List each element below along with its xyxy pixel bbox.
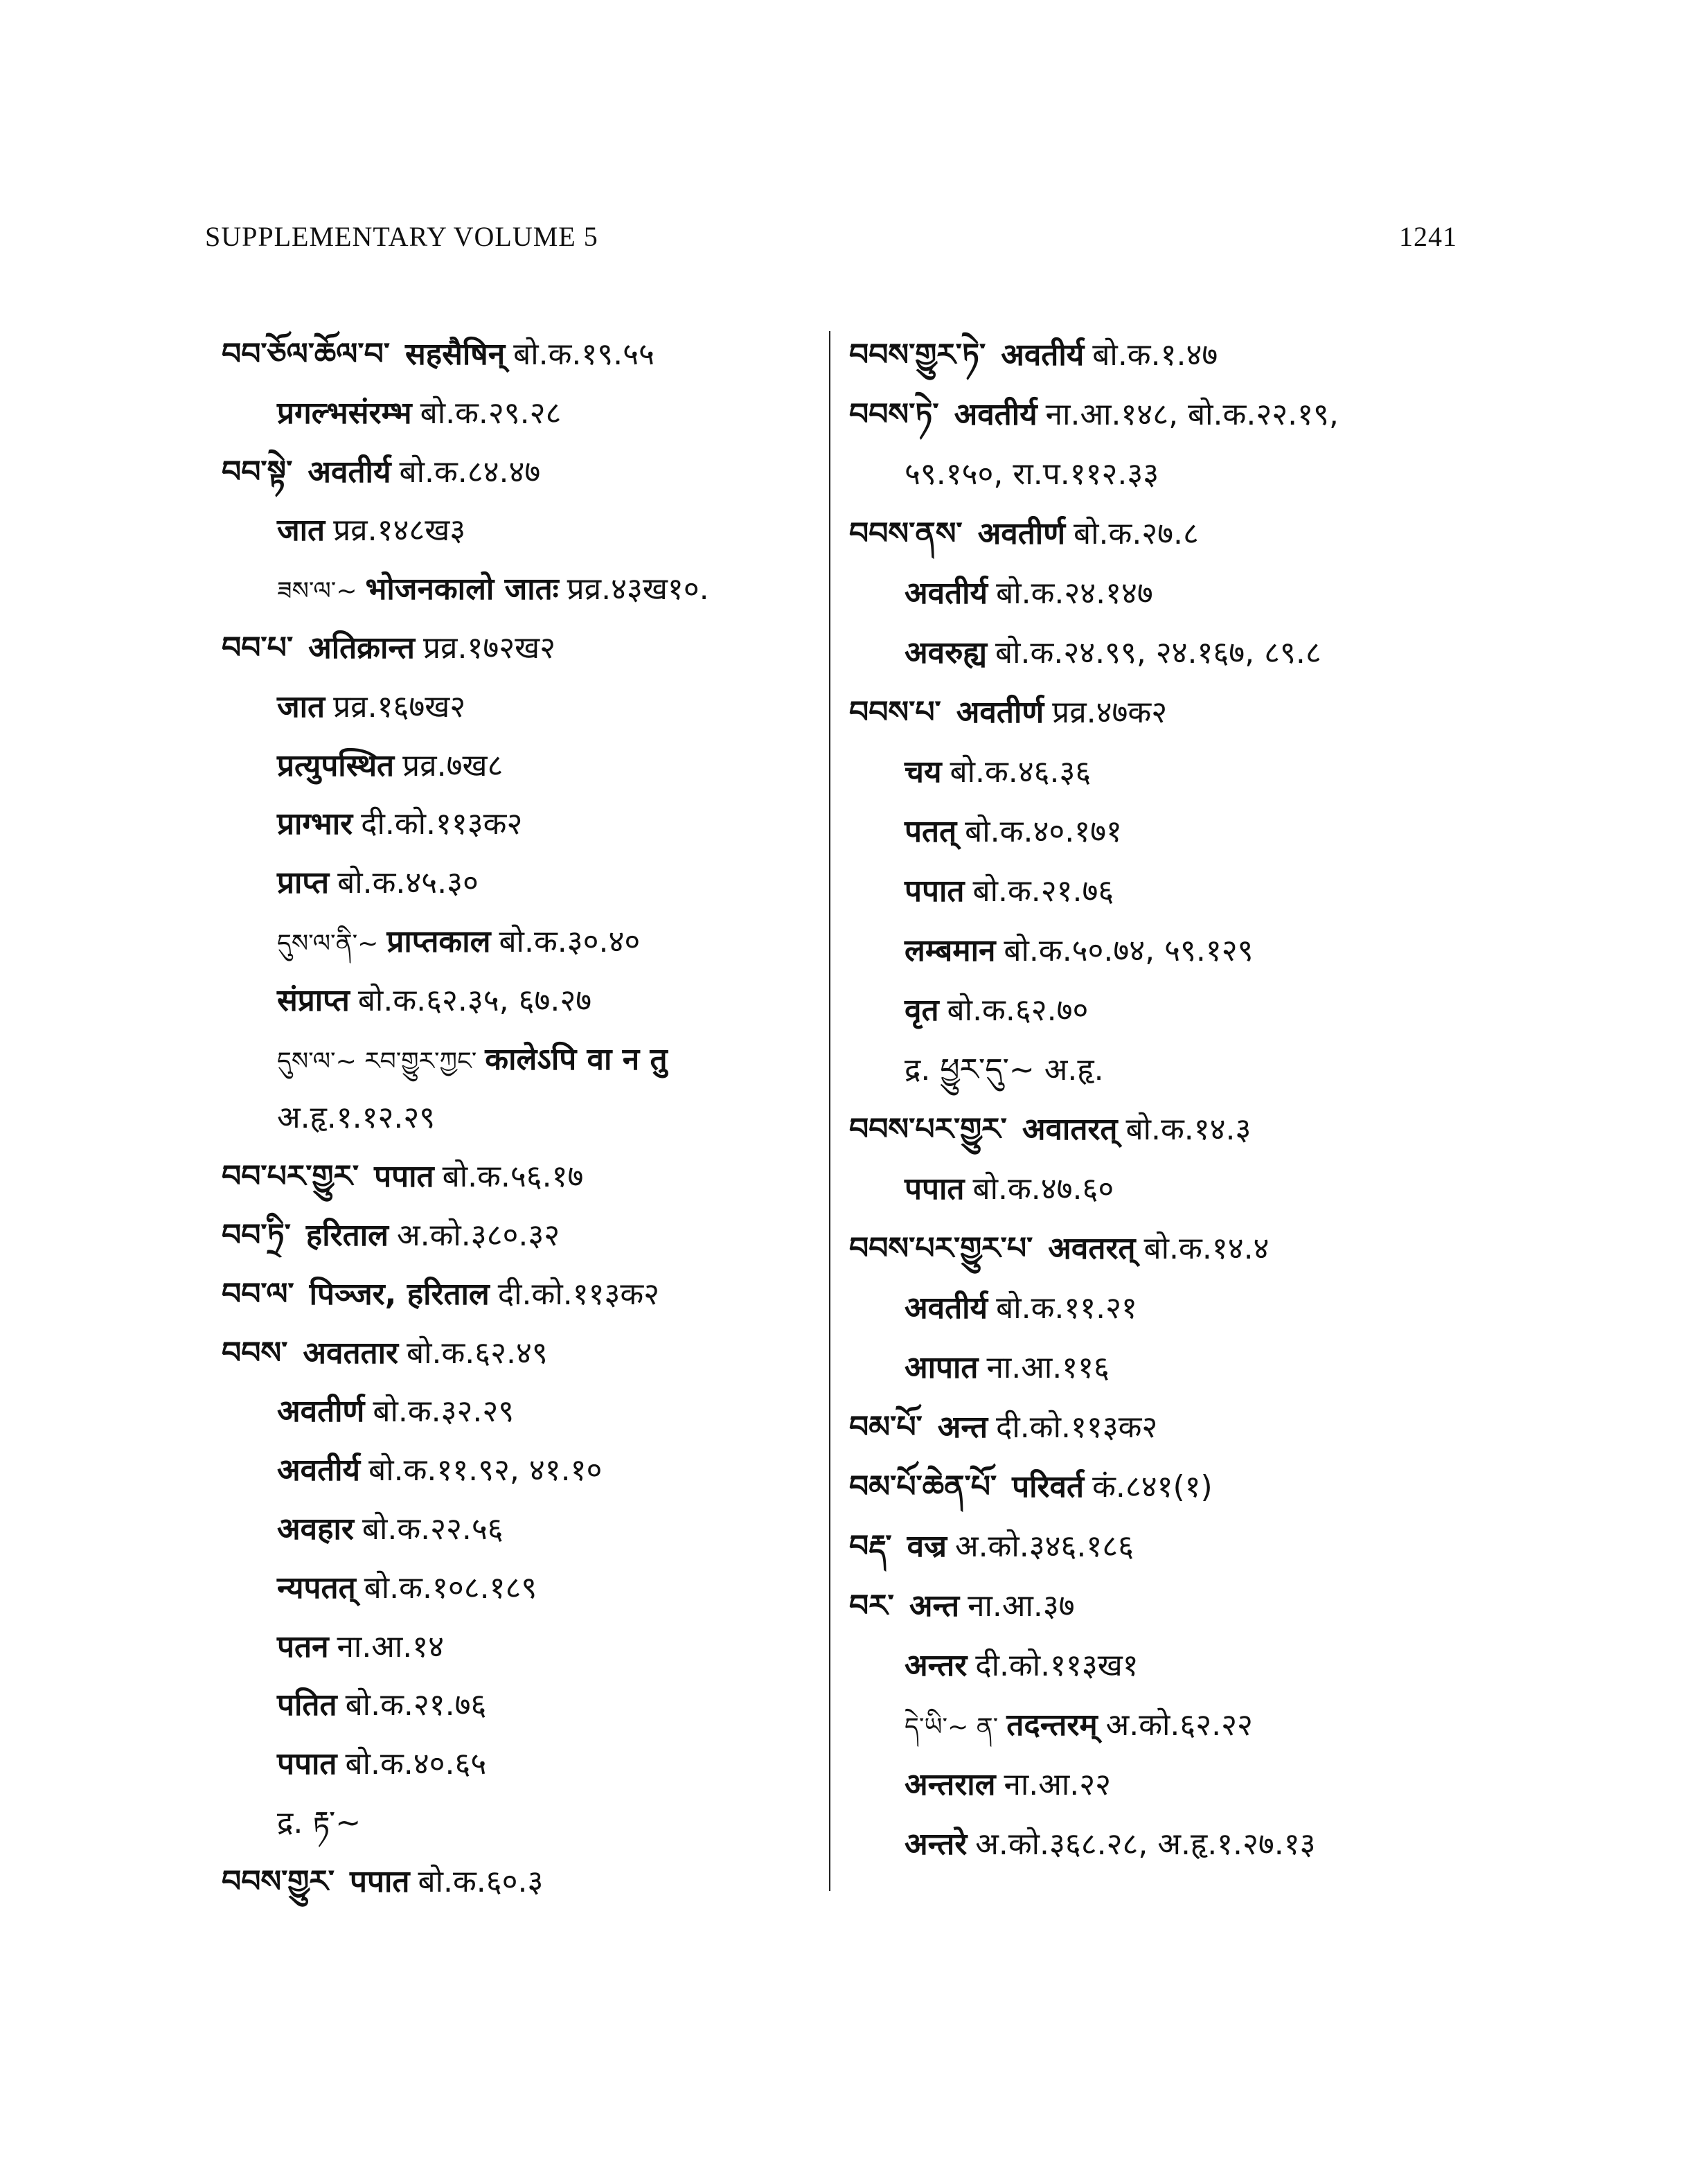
source-reference: कं.८४१(१)	[1092, 1469, 1213, 1504]
source-reference: द्र. རྟ་~	[277, 1804, 362, 1840]
sanskrit-equivalent: पपात	[905, 873, 965, 909]
tibetan-headword: བབས་གྱུར་ཏེ་	[849, 337, 986, 373]
sanskrit-equivalent: अवतीर्ण	[277, 1394, 365, 1430]
entry-subsense-line	[222, 1383, 817, 1441]
entry-headword-line	[222, 1148, 817, 1207]
entry-headword-line	[222, 443, 817, 502]
source-reference: बो.क.६२.४९	[407, 1335, 548, 1371]
entry-subsense-line	[222, 795, 817, 854]
source-reference: बो.क.१४.४	[1143, 1231, 1270, 1266]
tibetan-headword: བབས་པར་གྱུར་	[849, 1112, 1007, 1147]
sanskrit-equivalent: प्राप्तकाल	[386, 923, 491, 959]
tibetan-headword: བར་	[849, 1588, 894, 1624]
entry-headword-line	[849, 326, 1486, 385]
tibetan-headword: བབ་པར་གྱུར་	[222, 1159, 359, 1195]
sanskrit-equivalent: पतत्	[905, 814, 957, 849]
entry-headword-line	[849, 1100, 1486, 1160]
entry-headword-line	[222, 1324, 817, 1383]
source-reference: दी.को.११३ख१	[975, 1648, 1139, 1683]
source-reference: प्रव्र.४७क२	[1052, 695, 1168, 730]
sanskrit-equivalent: अवतीर्य	[1001, 337, 1085, 373]
sanskrit-equivalent: पपात	[349, 1863, 410, 1899]
source-reference: बो.क.४५.३०	[337, 865, 479, 901]
source-reference: बो.क.५०.७४, ५९.१२९	[1004, 933, 1254, 968]
sanskrit-equivalent: पतन	[277, 1628, 329, 1664]
source-reference: बो.क.६२.७०	[947, 993, 1089, 1028]
source-reference: अ.को.३६८.२८, अ.हृ.१.२७.१३	[975, 1827, 1316, 1862]
entry-subsense-line	[849, 802, 1486, 862]
entry-subsense-line	[849, 921, 1486, 981]
sanskrit-equivalent: अन्त	[909, 1588, 960, 1624]
sanskrit-equivalent: परिवर्त	[1012, 1469, 1085, 1504]
source-reference: ना.आ.१४८, बो.क.२२.१९,	[1045, 397, 1339, 432]
sanskrit-equivalent: आपात	[905, 1350, 979, 1385]
entry-subsense-line	[849, 1338, 1486, 1398]
column-divider	[829, 331, 830, 1891]
sanskrit-equivalent: अतिक्रान्त	[308, 630, 416, 666]
tibetan-headword: བབས་ནས་	[849, 516, 963, 551]
source-reference: बो.क.४७.६०	[972, 1171, 1114, 1207]
sanskrit-equivalent: अवततार	[303, 1335, 398, 1371]
sanskrit-equivalent: भोजनकालो जातः	[365, 571, 559, 607]
source-reference: बो.क.३२.२९	[373, 1394, 515, 1430]
source-reference: बो.क.५६.१७	[442, 1159, 584, 1195]
source-reference: बो.क.१०८.१८९	[364, 1570, 537, 1606]
source-reference: दी.को.११३क२	[996, 1410, 1158, 1445]
source-reference: ना.आ.११६	[986, 1350, 1110, 1385]
entry-subsense-line	[222, 501, 817, 560]
tibetan-headword: བམ་པོ་ཆེན་པོ་	[849, 1469, 997, 1504]
right-column	[849, 326, 1486, 1874]
sanskrit-equivalent: अवतीर्य	[954, 397, 1037, 432]
sanskrit-equivalent: हरिताल	[305, 1217, 389, 1253]
source-reference: बो.क.६०.३	[418, 1863, 544, 1899]
entry-subsense-line	[222, 854, 817, 913]
sanskrit-equivalent: संप्राप्त	[277, 982, 350, 1018]
entry-subsense-line	[849, 1815, 1486, 1874]
entry-continuation-line	[849, 445, 1486, 504]
source-reference: अ.को.३८०.३२	[396, 1217, 560, 1253]
entry-subsense-line	[849, 623, 1486, 683]
entry-subsense-line	[222, 678, 817, 737]
entry-headword-line	[849, 1577, 1486, 1636]
entry-subsense-line	[222, 1500, 817, 1559]
page-number: 1241	[1399, 221, 1457, 252]
entry-subsense-line	[222, 384, 817, 443]
source-reference: अ.को.६२.२२	[1105, 1707, 1253, 1743]
source-reference: दी.को.११३क२	[361, 806, 523, 842]
sanskrit-equivalent: अवतीर्य	[277, 1453, 361, 1489]
source-reference: दी.को.११३क२	[497, 1276, 660, 1312]
tibetan-phrase: དུས་ལ་ནི་~	[277, 929, 379, 958]
source-reference: ना.आ.३७	[968, 1588, 1075, 1624]
tibetan-headword: བརྡ་	[849, 1529, 892, 1564]
entry-headword-line	[849, 1219, 1486, 1279]
tibetan-headword: བབ་སྟེ་	[222, 454, 293, 490]
sanskrit-equivalent: अन्तरे	[905, 1827, 968, 1862]
entry-subsense-line	[849, 1636, 1486, 1696]
sanskrit-equivalent: तदन्तरम्	[1006, 1707, 1098, 1743]
sanskrit-equivalent: पपात	[905, 1171, 965, 1207]
tibetan-headword: བབས་པ་	[849, 695, 941, 730]
entry-subsense-line	[849, 1160, 1486, 1219]
source-reference: ना.आ.१४	[337, 1628, 445, 1664]
sanskrit-equivalent: अन्तर	[905, 1648, 968, 1683]
sanskrit-equivalent: लम्बमान	[905, 933, 996, 968]
entry-subsense-line	[849, 862, 1486, 921]
entry-continuation-line	[222, 1089, 817, 1148]
sanskrit-equivalent: अवरुह्य	[905, 635, 988, 671]
source-reference: बो.क.२१.७६	[345, 1687, 487, 1723]
entry-subsense-line	[222, 913, 817, 972]
tibetan-phrase: དུས་ལ་~ རབ་གྱུར་ཀྱང་	[277, 1047, 477, 1076]
sanskrit-equivalent: पतित	[277, 1687, 337, 1723]
entry-headword-line	[849, 1398, 1486, 1457]
running-head	[205, 220, 1457, 262]
entry-subsense-line	[849, 981, 1486, 1040]
source-reference: बो.क.१९.५५	[513, 337, 654, 372]
sanskrit-equivalent: सहसैषिन्	[405, 337, 506, 372]
sanskrit-equivalent: अवतीर्ण	[956, 695, 1044, 730]
source-reference: प्रव्र.१६७ख२	[333, 689, 466, 725]
sanskrit-equivalent: पपात	[277, 1746, 337, 1782]
entry-subsense-line	[222, 1794, 817, 1853]
entry-headword-line	[222, 619, 817, 678]
source-reference: बो.क.४०.१७१	[965, 814, 1122, 849]
tibetan-headword: བབས་ཏེ་	[849, 397, 939, 432]
sanskrit-equivalent: अन्त	[937, 1410, 988, 1445]
sanskrit-equivalent: अवतीर्य	[905, 1290, 988, 1326]
entry-subsense-line	[222, 972, 817, 1031]
source-reference: बो.क.२४.१४७	[996, 576, 1153, 611]
entry-subsense-line	[849, 743, 1486, 802]
tibetan-headword: བབས་གྱུར་	[222, 1863, 335, 1899]
sanskrit-equivalent: अवतीर्ण	[977, 516, 1066, 551]
entry-headword-line	[849, 385, 1486, 445]
sanskrit-equivalent: अवहार	[277, 1511, 354, 1547]
source-reference: प्रव्र.७ख८	[402, 747, 504, 783]
entry-subsense-line	[222, 1441, 817, 1500]
source-reference: बो.क.६२.३५, ६७.२७	[357, 982, 592, 1018]
source-reference: प्रव्र.४३ख१०.	[567, 571, 709, 607]
source-reference: बो.क.११.९२, ४१.१०	[368, 1453, 603, 1489]
sanskrit-equivalent: जात	[277, 689, 326, 725]
tibetan-phrase: དེ་ཡི་~ ན་	[905, 1713, 999, 1741]
sanskrit-equivalent: अवतीर्य	[308, 454, 391, 490]
source-reference: बो.क.३०.४०	[499, 923, 641, 959]
sanskrit-equivalent: वृत	[905, 993, 939, 1028]
sanskrit-equivalent: अवतीर्य	[905, 576, 988, 611]
entry-subsense-line	[849, 564, 1486, 623]
sanskrit-equivalent: अन्तराल	[905, 1767, 996, 1802]
left-column	[222, 326, 817, 1912]
entry-headword-line	[849, 504, 1486, 564]
source-reference: बो.क.२४.९९, २४.१६७, ८९.८	[995, 635, 1321, 671]
tibetan-headword: བབ་ལ་	[222, 1276, 294, 1312]
sanskrit-equivalent: प्रगल्भसंरम्भ	[277, 395, 412, 431]
source-reference: बो.क.८४.४७	[399, 454, 541, 490]
entry-subsense-line	[222, 1676, 817, 1735]
entry-headword-line	[222, 326, 817, 384]
running-title: SUPPLEMENTARY VOLUME 5	[205, 221, 598, 252]
entry-subsense-line	[849, 1755, 1486, 1815]
source-reference: अ.को.३४६.१८६	[954, 1529, 1134, 1564]
source-reference: बो.क.४०.६५	[345, 1746, 487, 1782]
source-reference: बो.क.२१.७६	[972, 873, 1114, 909]
source-reference: द्र. ཕྱུར་དུ་~ अ.हृ.	[905, 1052, 1104, 1087]
entry-headword-line	[849, 1457, 1486, 1517]
source-reference: बो.क.२७.८	[1074, 516, 1199, 551]
entry-subsense-line	[222, 560, 817, 619]
sanskrit-equivalent: अवातरत्	[1022, 1112, 1118, 1147]
source-reference: बो.क.१.४७	[1092, 337, 1218, 373]
entry-subsense-line	[849, 1040, 1486, 1100]
sanskrit-equivalent: वज्र	[907, 1529, 947, 1564]
entry-subsense-line	[222, 1735, 817, 1794]
entry-headword-line	[222, 1853, 817, 1912]
sanskrit-equivalent: जात	[277, 513, 326, 549]
entry-headword-line	[849, 1517, 1486, 1577]
sanskrit-equivalent: पपात	[374, 1159, 434, 1195]
entry-subsense-line	[849, 1279, 1486, 1338]
tibetan-headword: བབ་པ་	[222, 630, 294, 666]
tibetan-headword: བམ་པོ་	[849, 1410, 923, 1445]
sanskrit-equivalent: प्रत्युपस्थित	[277, 747, 395, 783]
source-reference: ना.आ.२२	[1004, 1767, 1112, 1802]
entry-subsense-line	[222, 737, 817, 796]
entry-headword-line	[222, 1207, 817, 1266]
sanskrit-equivalent: न्यपतत्	[277, 1570, 356, 1606]
source-reference: बो.क.२२.५६	[362, 1511, 504, 1547]
source-reference: बो.क.४६.३६	[950, 754, 1092, 790]
source-reference: अ.हृ.१.१२.२९	[277, 1100, 436, 1136]
sanskrit-equivalent: चय	[905, 754, 942, 790]
tibetan-headword: བབ་ཏྲི་	[222, 1217, 291, 1253]
tibetan-phrase: ཟས་ལ་~	[277, 577, 357, 606]
source-reference: बो.क.११.२१	[996, 1290, 1137, 1326]
sanskrit-equivalent: पिञ्जर, हरिताल	[309, 1276, 490, 1312]
source-reference: प्रव्र.१७२ख२	[423, 630, 556, 666]
sanskrit-equivalent: अवतरत्	[1048, 1231, 1136, 1266]
source-reference: बो.क.२९.२८	[420, 395, 562, 431]
source-reference: बो.क.१४.३	[1125, 1112, 1252, 1147]
sanskrit-equivalent: प्राप्त	[277, 865, 330, 901]
entry-subsense-line	[849, 1696, 1486, 1755]
entry-subsense-line	[222, 1618, 817, 1677]
tibetan-headword: བབས་	[222, 1335, 288, 1371]
entry-headword-line	[222, 1266, 817, 1324]
entry-headword-line	[849, 683, 1486, 743]
source-reference: ५९.१५०, रा.प.११२.३३	[905, 456, 1159, 492]
tibetan-headword: བབ་ཅོལ་ཆོལ་བ་	[222, 337, 391, 372]
sanskrit-equivalent: प्राग्भार	[277, 806, 353, 842]
source-reference: प्रव्र.१४८ख३	[333, 513, 466, 549]
entry-subsense-line	[222, 1559, 817, 1618]
sanskrit-equivalent: कालेऽपि वा न तु	[485, 1041, 668, 1077]
tibetan-headword: བབས་པར་གྱུར་པ་	[849, 1231, 1033, 1266]
entry-subsense-line	[222, 1031, 817, 1090]
